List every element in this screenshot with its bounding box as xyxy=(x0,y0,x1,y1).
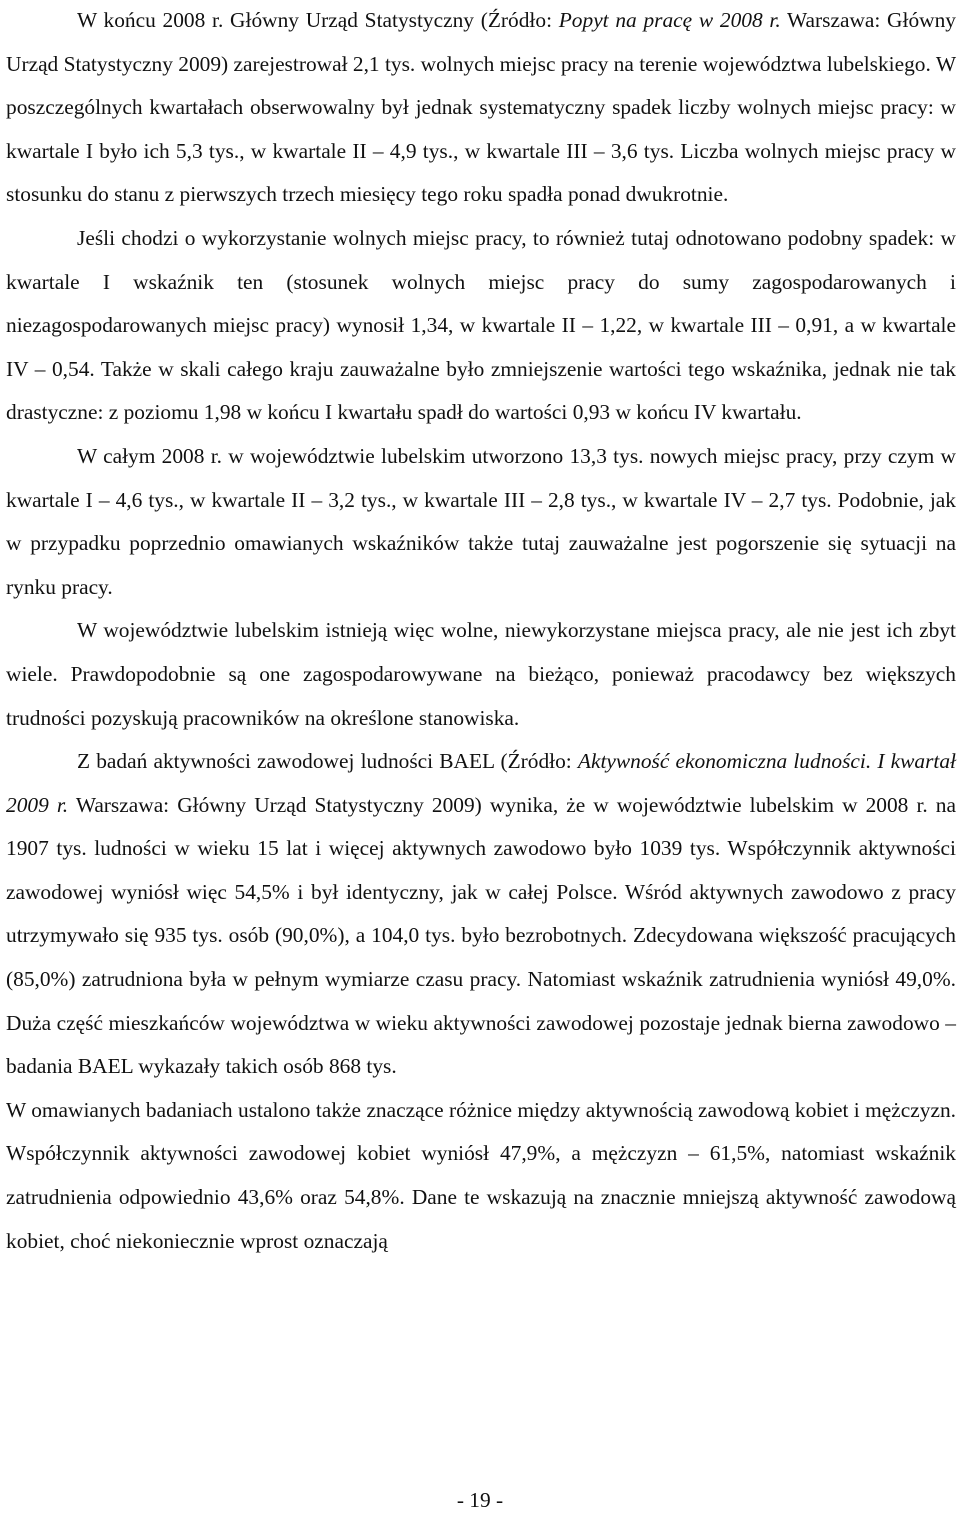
paragraph-new-jobs xyxy=(6,435,956,609)
paragraph-vacancies-2008 xyxy=(6,0,956,217)
paragraph-vacant-positions xyxy=(6,609,956,740)
text-segment: Warszawa: Główny Urząd Statystyczny 2009) wynika, że w województwie lubelskim w 2008 r. na 1907 tys. ludności w wieku 15 lat i więcej aktywnych zawodowo było 1039 tys. Współczynnik aktywności zawodowej wyniósł więc 54,5% i był identyczny, jak w całej Polsce. Wśród aktywnych zawodowo z pracy utrzymywało się 935 tys. osób (90,0%), a 104,0 tys. było bezrobotnych. Zdecydowana większość pracujących (85,0%) zatrudniona była w pełnym wymiarze czasu pracy. Natomiast wskaźnik zatrudnienia wyniósł 49,0%. Duża część mieszkańców województwa w wieku aktywności zawodowej pozostaje jednak bierna zawodowo – badania BAEL wykazały takich osób 868 tys. xyxy=(6,792,956,1079)
text-segment: W województwie lubelskim istnieją więc wolne, niewykorzystane miejsca pracy, ale nie jest ich zbyt wiele. Prawdopodobnie są one zagospodarowywane na bieżąco, ponieważ pracodawcy bez większych trudności pozyskują pracowników na określone stanowiska. xyxy=(6,618,956,730)
paragraph-vacancy-usage xyxy=(6,217,956,435)
paragraph-gender-differences xyxy=(6,1089,956,1263)
text-segment: Z badań aktywności zawodowej ludności BAEL (Źródło: xyxy=(77,749,578,774)
text-segment: W całym 2008 r. w województwie lubelskim utworzono 13,3 tys. nowych miejsc pracy, przy czym w kwartale I – 4,6 tys., w kwartale II – 3,2 tys., w kwartale III – 2,8 tys., w kwartale IV – 2,7 tys. Podobnie, jak w przypadku poprzednio omawianych wskaźników także tutaj zauważalne jest pogorszenie się sytuacji na rynku pracy. xyxy=(6,443,956,599)
paragraph-bael-survey xyxy=(6,740,956,1089)
text-segment: Jeśli chodzi o wykorzystanie wolnych miejsc pracy, to również tutaj odnotowano podobny spadek: w kwartale I wskaźnik ten (stosunek wolnych miejsc pracy do sumy zagospodarowanych i niezagospodarowanych miejsc pracy) wynosił 1,34, w kwartale II – 1,22, w kwartale III – 0,91, a w kwartale IV – 0,54. Także w skali całego kraju zauważalne było zmniejszenie wartości tego wskaźnika, jednak nie tak drastyczne: z poziomu 1,98 w końcu I kwartału spadł do wartości 0,93 w końcu IV kwartału. xyxy=(6,225,956,425)
document-body xyxy=(6,0,956,1263)
text-segment: Warszawa: Główny Urząd Statystyczny 2009) zarejestrował 2,1 tys. wolnych miejsc pracy na terenie województwa lubelskiego. W poszczególnych kwartałach obserwowalny był jednak systematyczny spadek liczby wolnych miejsc pracy: w kwartale I było ich 5,3 tys., w kwartale II – 4,9 tys., w kwartale III – 3,6 tys. Liczba wolnych miejsc pracy w stosunku do stanu z pierwszych trzech miesięcy tego roku spadła ponad dwukrotnie. xyxy=(6,8,957,207)
text-segment: W omawianych badaniach ustalono także znaczące różnice między aktywnością zawodową kobiet i mężczyzn. Współczynnik aktywności zawodowej kobiet wyniósł 47,9%, a mężczyzn – 61,5%, natomiast wskaźnik zatrudnienia odpowiednio 43,6% oraz 54,8%. Dane te wskazują na znacznie mniejszą aktywność zawodową kobiet, choć niekoniecznie wprost oznaczają xyxy=(6,1097,956,1253)
source-title-italic: Aktywność ekonomiczna ludności. I kwartał 2009 r. xyxy=(6,749,957,817)
page-number: - 19 - xyxy=(456,1488,504,1512)
text-segment: W końcu 2008 r. Główny Urząd Statystyczny (Źródło: xyxy=(77,8,559,32)
source-title-italic: Popyt na pracę w 2008 r. xyxy=(558,8,781,32)
